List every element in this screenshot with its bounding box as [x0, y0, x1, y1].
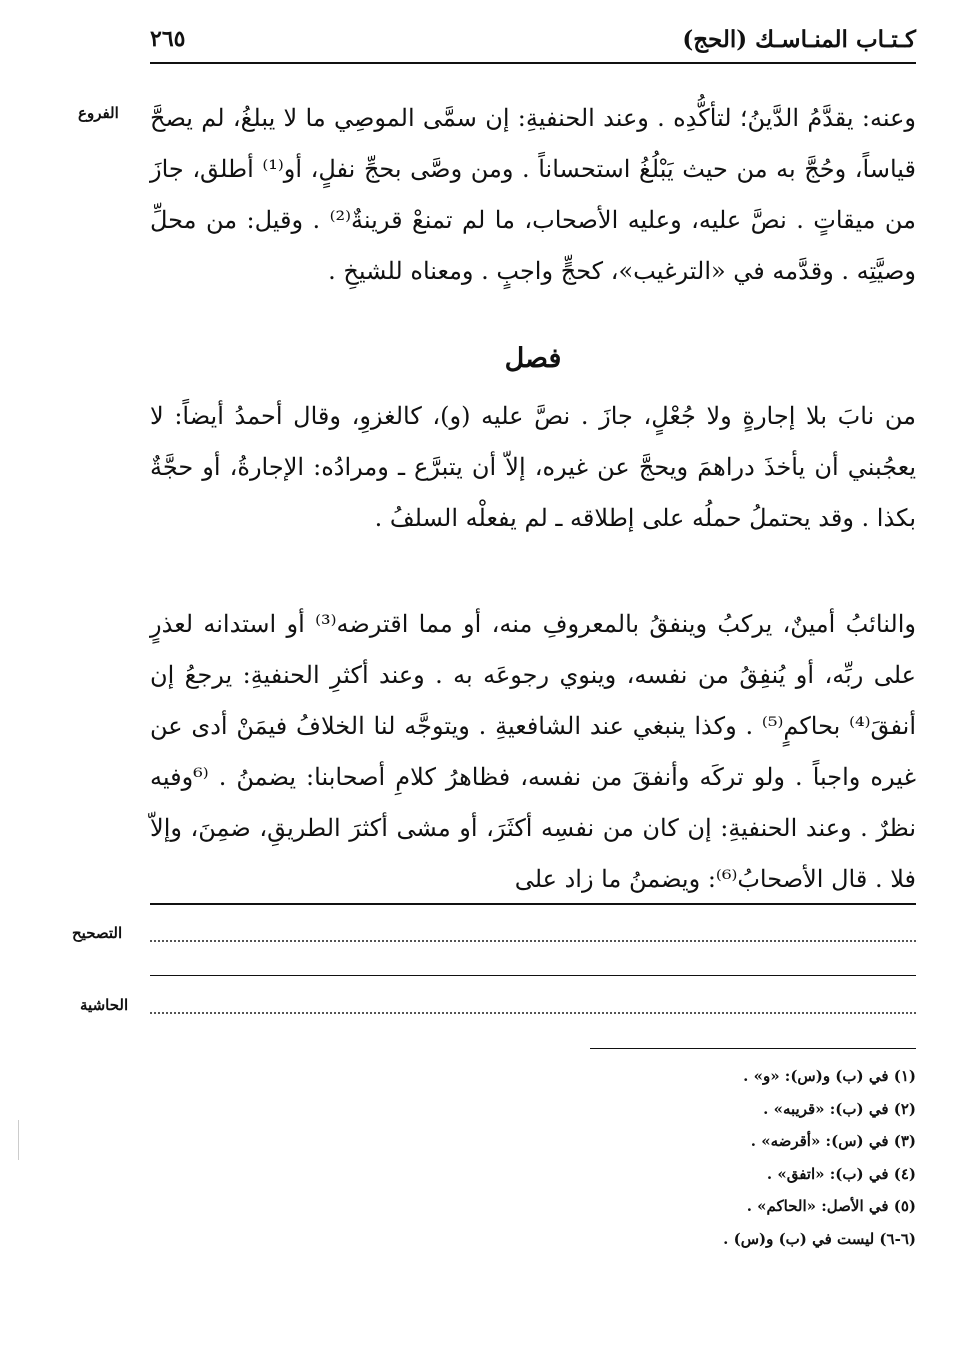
footnote-item: (٣) في (س): «أقرضه» . [750, 1132, 916, 1150]
footnote-item: (٢) في (ب): «قريبه» . [763, 1099, 916, 1118]
margin-label-tashih: التصحيح [72, 924, 123, 942]
footnote-item: (٥) في الأصل: «الحاكم» . [746, 1197, 916, 1215]
body-end-rule [150, 903, 916, 905]
hashiya-dotted-line [150, 1012, 916, 1014]
margin-label-furu: الفروع [78, 104, 119, 122]
page-number: ٢٦٥ [150, 26, 186, 52]
footnote-item: (٦-٦) ليست في (ب) و(س) . [723, 1229, 916, 1248]
margin-label-hashiya: الحاشية [80, 996, 129, 1014]
tashih-dotted-line [150, 940, 916, 942]
paragraph-2: من نابَ بلا إجارةٍ ولا جُعْلٍ، جازَ . نصَّ عليه (و)، كالغزوِ، وقال أحمدُ أيضاً: لا يعجُبني أن يأخذَ دراهمَ ويحجَّ عن غيره، إلاّ أن يتبرَّع ـ ومرادُه: الإجارةُ، أو حجَّةٌ بكذا . وقد يحتملُ حملُه على إطلاقه ـ لم يفعلْه السلفُ . [150, 402, 916, 532]
book-title: كـتـاب المنـاسـك (الحج) [682, 26, 916, 53]
footnote-item: (١) في (ب) و(س): «و» . [743, 1067, 916, 1085]
paragraph-1: وعنه: يقدَّمُ الدَّينُ؛ لتأكُّدِه . وعند الحنفيةِ: إن سمَّى الموصِي ما لا يبلغُ، لم يصحَّ قياساً، وحُجَّ به من حيث يَبْلُغُ استحساناً . ومن وصَّى بحجِّ نفلٍ، أو⁽¹⁾ أطلق، جازَ من ميقاتٍ . نصَّ عليه، وعليه الأصحاب، ما لم تمنعْ قرينةٌ⁽²⁾ . وقيل: من محلِّ وصيَّتِه . وقدَّمه في «الترغيب»، كحجٍّ واجبٍ . ومعناه للشيخِ . [150, 104, 916, 285]
paragraph-3: والنائبُ أمينٌ، يركبُ وينفقُ بالمعروفِ منه، أو مما اقترضه⁽³⁾ أو استدانه لعذرٍ على ربِّه، أو يُنفِقُ من نفسه، وينوي رجوعَه به . وعند أكثرِ الحنفيةِ: يرجعُ إن أنفقَ⁽⁴⁾ بحاكمٍ⁽⁵⁾ . وكذا ينبغي عند الشافعيةِ . ويتوجَّه لنا الخلافُ فيمَنْ أدى عن غيره واجباً . ولو تركَه وأنفقَ من نفسه، فظاهرُ كلامِ أصحابنا: يضمنُ . ⁽⁶وفيه نظرٌ . وعند الحنفيةِ: إن كان من نفسِه أكثَرَ، أو مشى أكثرَ الطريقِ، ضمِنَ، وإلاّ فلا . قال الأصحابُ⁽⁶⁾: ويضمنُ ما زاد على [150, 610, 917, 893]
separator-line [150, 975, 916, 976]
footnote-rule [590, 1048, 916, 1049]
footnote-item: (٤) في (ب): «اتفق» . [766, 1164, 916, 1183]
footnotes [416, 1060, 916, 1255]
scan-edge-mark [18, 1120, 19, 1160]
section-heading: فصل [504, 343, 562, 374]
header-rule [150, 62, 916, 64]
